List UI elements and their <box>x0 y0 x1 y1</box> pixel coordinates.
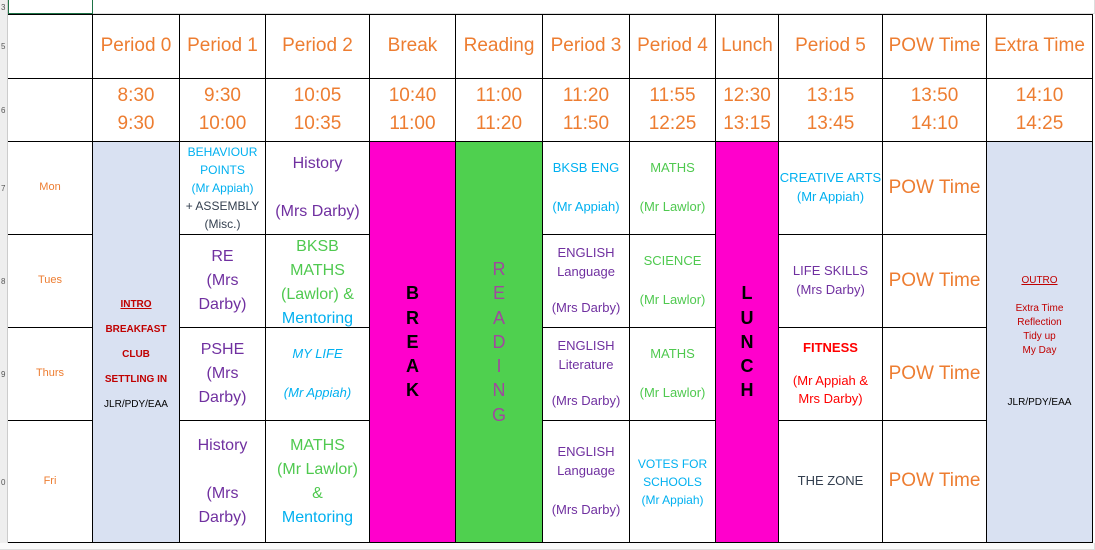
end-time: 11:00 <box>389 113 436 134</box>
end-time: 10:00 <box>198 113 247 134</box>
teacher: (Mrs Darby) <box>551 393 621 409</box>
header-period-1[interactable]: Period 1 <box>180 14 266 79</box>
header-break[interactable]: Break <box>370 14 456 79</box>
fri-period-4[interactable] <box>630 421 716 543</box>
letter: N <box>492 380 506 401</box>
end-time: 11:50 <box>562 113 610 134</box>
start-time: 11:00 <box>475 84 523 106</box>
letter: D <box>492 331 506 352</box>
time-reading[interactable] <box>456 79 543 142</box>
subject: ENGLISH <box>557 244 615 260</box>
row-header-3[interactable]: 3 <box>0 0 8 14</box>
mon-period-2[interactable] <box>266 142 370 235</box>
row-header-8[interactable]: 8 <box>0 235 8 328</box>
extra-line: Reflection <box>1017 317 1062 328</box>
extra-time-block[interactable] <box>987 142 1093 543</box>
subject: History <box>197 436 248 454</box>
thu-period-3[interactable] <box>543 328 630 421</box>
row-header-10[interactable]: 0 <box>0 421 8 543</box>
start-time: 11:20 <box>562 84 610 106</box>
thu-period-1[interactable] <box>180 328 266 421</box>
day-thurs[interactable]: Thurs <box>8 328 93 421</box>
teacher: (Mr Appiah) <box>641 492 704 507</box>
tue-pow[interactable]: POW Time <box>883 235 987 328</box>
header-period-5[interactable]: Period 5 <box>779 14 883 79</box>
fri-pow[interactable]: POW Time <box>883 421 987 543</box>
subject: SCHOOLS <box>643 474 702 489</box>
subject: Mentoring <box>281 310 354 327</box>
reading-block[interactable] <box>456 142 543 543</box>
letter: A <box>492 307 505 328</box>
teacher: (Mrs Darby) <box>275 203 360 220</box>
teacher: Darby) <box>198 296 247 313</box>
subject: + ASSEMBLY <box>185 199 260 213</box>
header-period-4[interactable]: Period 4 <box>630 14 716 79</box>
letter: E <box>492 283 505 304</box>
header-extra-time[interactable]: Extra Time <box>987 14 1093 79</box>
teacher: (Mrs <box>206 365 239 382</box>
extra-line: Extra Time <box>1015 303 1064 314</box>
extra-line: My Day <box>1022 345 1057 356</box>
time-period-0[interactable] <box>93 79 180 142</box>
letter: L <box>741 283 753 304</box>
row-header-9[interactable]: 9 <box>0 328 8 421</box>
fri-period-5[interactable] <box>779 421 883 543</box>
next-row <box>0 543 1095 550</box>
subject: PSHE <box>200 341 245 358</box>
subject: THE ZONE <box>797 473 864 489</box>
teacher: (Mr Lawlor) <box>639 292 706 307</box>
start-time: 8:30 <box>117 84 155 106</box>
thu-period-4[interactable] <box>630 328 716 421</box>
thu-pow[interactable]: POW Time <box>883 328 987 421</box>
time-period-3[interactable] <box>543 79 630 142</box>
letter: R <box>492 258 506 279</box>
teacher: (Mr Lawlor) <box>639 199 706 214</box>
letter: K <box>406 380 419 401</box>
start-time: 10:40 <box>388 84 437 106</box>
period-0-block[interactable] <box>93 142 180 543</box>
subject: RE <box>211 248 234 265</box>
end-time: 9:30 <box>117 113 155 134</box>
day-mon[interactable]: Mon <box>8 142 93 235</box>
end-time: 13:45 <box>806 113 855 134</box>
teacher: (Mrs Darby) <box>796 282 865 297</box>
row-header-7[interactable]: 7 <box>0 142 8 235</box>
subject: MATHS <box>650 346 695 362</box>
end-time: 10:35 <box>293 113 342 134</box>
subject: MATHS <box>290 436 345 454</box>
start-time: 9:30 <box>204 84 241 106</box>
end-time: 11:20 <box>475 113 523 134</box>
thu-period-2[interactable] <box>266 328 370 421</box>
time-extra[interactable] <box>987 79 1093 142</box>
teacher: (Mrs Darby) <box>551 501 621 517</box>
time-period-2[interactable] <box>266 79 370 142</box>
teacher: (Misc.) <box>204 217 241 231</box>
lunch-block[interactable] <box>716 142 779 543</box>
start-time: 13:50 <box>910 84 959 106</box>
subject: VOTES FOR <box>637 456 708 471</box>
break-block[interactable] <box>370 142 456 543</box>
day-fri[interactable]: Fri <box>8 421 93 543</box>
fri-period-1[interactable] <box>180 421 266 543</box>
teacher: (Lawlor) & <box>281 286 354 303</box>
teacher: Darby) <box>198 389 247 406</box>
subject: CREATIVE ARTS <box>779 170 882 186</box>
letter: B <box>406 283 419 304</box>
teacher: (Mr Appiah) <box>796 189 865 204</box>
mon-period-5[interactable] <box>779 142 883 235</box>
subject: BKSB ENG <box>552 160 620 176</box>
extra-line: Tidy up <box>1023 331 1056 342</box>
subject: MATHS <box>290 262 345 279</box>
subject: Language <box>557 463 615 479</box>
header-reading[interactable]: Reading <box>456 14 543 79</box>
selected-cell[interactable] <box>8 0 93 14</box>
tue-period-5[interactable] <box>779 235 883 328</box>
header-pow-time[interactable]: POW Time <box>883 14 987 79</box>
letter: G <box>491 404 506 425</box>
tue-period-3[interactable] <box>543 235 630 328</box>
start-time: 11:55 <box>649 84 696 106</box>
subject: History <box>292 155 343 172</box>
intro-label: INTRO <box>120 299 152 310</box>
mon-period-4[interactable] <box>630 142 716 235</box>
time-break[interactable] <box>370 79 456 142</box>
time-lunch[interactable] <box>716 79 779 142</box>
letter: A <box>406 356 419 377</box>
subject: BEHAVIOUR <box>187 145 258 159</box>
teacher: (Mrs <box>206 272 239 289</box>
mon-period-3[interactable] <box>543 142 630 235</box>
teacher: Darby) <box>198 508 247 526</box>
row-header-5[interactable]: 5 <box>0 14 8 79</box>
teacher: Mrs Darby) <box>798 391 863 407</box>
letter: E <box>406 331 419 352</box>
start-time: 13:15 <box>806 84 855 106</box>
subject: POINTS <box>200 163 245 177</box>
subject: SCIENCE <box>643 253 702 269</box>
mon-pow[interactable]: POW Time <box>883 142 987 235</box>
teacher: (Mrs Darby) <box>551 300 621 316</box>
fri-period-3[interactable] <box>543 421 630 543</box>
end-time: 12:25 <box>648 113 697 134</box>
day-tues[interactable]: Tues <box>8 235 93 328</box>
end-time: 13:15 <box>723 113 771 134</box>
mon-period-1[interactable] <box>180 142 266 235</box>
teacher: (Mr Lawlor) <box>639 385 706 400</box>
teacher: (Mrs <box>206 484 239 502</box>
time-period-4[interactable] <box>630 79 716 142</box>
fri-period-2[interactable] <box>266 421 370 543</box>
subject: BKSB <box>296 238 339 255</box>
subject: FITNESS <box>803 339 858 355</box>
start-time: 10:05 <box>293 84 342 106</box>
breakfast-label: BREAKFAST CLUB <box>105 324 167 360</box>
staff-label: JLR/PDY/EAA <box>1007 397 1072 408</box>
header-period-3[interactable]: Period 3 <box>543 14 630 79</box>
end-time: 14:25 <box>1015 113 1064 134</box>
subject: ENGLISH <box>557 444 615 460</box>
tue-period-1[interactable] <box>180 235 266 328</box>
staff-label: JLR/PDY/EAA <box>104 399 168 410</box>
teacher: (Mr Appiah) <box>552 199 620 214</box>
letter: H <box>740 380 754 401</box>
letter: R <box>406 307 419 328</box>
start-time: 12:30 <box>723 84 771 106</box>
end-time: 14:10 <box>910 113 959 134</box>
corner-cell[interactable] <box>8 14 93 79</box>
time-pow[interactable] <box>883 79 987 142</box>
start-time: 14:10 <box>1015 84 1064 106</box>
teacher: (Mr Appiah) <box>283 385 352 400</box>
header-lunch[interactable]: Lunch <box>716 14 779 79</box>
header-period-0[interactable]: Period 0 <box>93 14 180 79</box>
subject: Literature <box>558 356 614 372</box>
connector: & <box>312 484 323 502</box>
tue-period-4[interactable] <box>630 235 716 328</box>
teacher: (Mr Appiah & <box>792 372 869 388</box>
empty-row <box>93 0 1095 14</box>
thu-period-5[interactable] <box>779 328 883 421</box>
letter: C <box>740 356 754 377</box>
letter: I <box>496 356 502 377</box>
subject: MATHS <box>650 160 695 176</box>
letter: N <box>740 331 754 352</box>
subject: Mentoring <box>281 508 354 526</box>
letter: U <box>740 307 754 328</box>
subject: ENGLISH <box>557 337 615 353</box>
row-header-6[interactable]: 6 <box>0 79 8 142</box>
empty-cell[interactable] <box>8 79 93 142</box>
subject: LIFE SKILLS <box>792 263 869 279</box>
teacher: (Mr Lawlor) <box>277 460 358 478</box>
header-period-2[interactable]: Period 2 <box>266 14 370 79</box>
outro-label: OUTRO <box>1021 275 1058 286</box>
tue-period-2[interactable] <box>266 235 370 328</box>
subject: MY LIFE <box>292 346 343 362</box>
subject: Language <box>557 263 615 279</box>
time-period-1[interactable] <box>180 79 266 142</box>
settling-label: SETTLING IN <box>104 374 168 385</box>
time-period-5[interactable] <box>779 79 883 142</box>
teacher: (Mr Appiah) <box>191 181 254 195</box>
